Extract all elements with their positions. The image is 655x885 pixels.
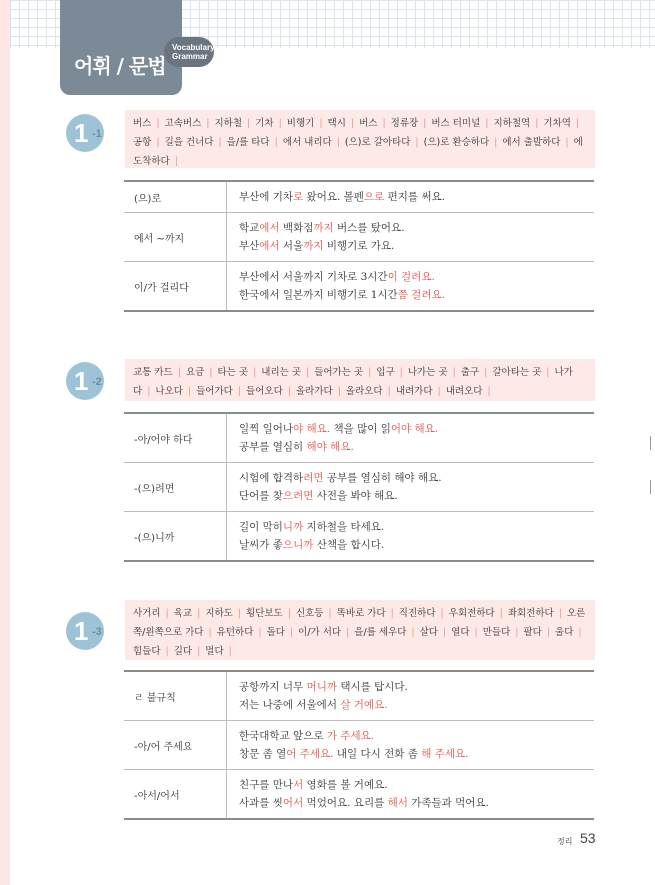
vocab-item: 들어가는 곳 [314,367,364,378]
highlighted-grammar: 려면 [303,472,324,484]
vocab-separator: | [494,137,498,148]
vocab-item: 지하도 [205,608,233,619]
vocab-separator: | [278,118,282,129]
vocab-separator: | [237,608,242,619]
highlighted-grammar: 서 [293,779,304,791]
grammar-term: -(으)니까 [124,512,227,560]
sentence-text: 사전을 봐야 해요. [313,490,398,502]
vocab-item: 유턴하다 [216,627,254,638]
grammar-term: -(으)려면 [124,463,227,511]
example-sentence [239,469,594,487]
example-sentence [239,678,594,696]
vocab-separator: | [209,367,213,378]
vocab-item: 버스 터미널 [431,118,481,129]
section-subnumber: -3 [92,626,102,638]
section-subnumber: -1 [92,128,102,140]
page-number: 53 [580,830,596,846]
highlighted-grammar: 까지 [313,222,334,234]
vocab-separator: | [437,386,441,397]
example-sentence [239,518,594,536]
vocab-separator: | [174,156,178,167]
vocab-separator: | [575,118,580,129]
sentence-text: 친구를 만나 [239,779,294,791]
highlighted-grammar: 어서 [282,797,304,809]
vocab-item: 나가다 [133,367,573,397]
grammar-examples [227,512,594,560]
vocab-item: (으)로 환승하다 [423,137,490,148]
vocab-item: 들어오다 [246,386,283,397]
vocab-item: 울다 [555,627,574,638]
grammar-row [124,462,594,511]
vocab-item: 힘들다 [133,646,161,657]
sentence-text: 단어를 찾 [239,490,283,502]
vocab-separator: | [337,386,341,397]
grammar-term: ㄹ 불규칙 [124,672,227,720]
vocab-item: 버스 [133,118,152,129]
grammar-examples [227,262,594,310]
sentence-text: 저는 나중에 서울에서 [239,699,341,711]
highlighted-grammar: 해야 해요. [306,441,354,453]
vocab-item: 택시 [327,118,346,129]
vocab-separator: | [187,386,192,397]
highlighted-grammar: 살 거예요. [340,699,388,711]
vocab-item: 출구 [460,367,480,378]
vocab-separator: | [350,118,355,129]
vocab-separator: | [208,627,212,638]
sentence-text: 한국대학교 앞으로 [239,730,327,742]
vocab-item: 정류장 [390,118,419,129]
vocab-separator: | [546,627,551,638]
vocab-separator: | [558,608,562,619]
sentence-text: 내일 다시 전화 좀 [333,748,422,760]
sentence-text: 길이 막히 [239,521,283,533]
highlighted-grammar: 에서 [259,240,280,252]
highlighted-grammar: 쯤 걸려요. [397,289,445,301]
example-sentence [239,268,594,286]
highlighted-grammar: 어야 해요. [390,423,439,435]
badge-line-grammar: Grammar [172,52,208,61]
vocab-separator: | [237,386,242,397]
grammar-examples [227,721,594,769]
sentence-text: 지하철을 타세요. [303,521,385,533]
vocab-item: 사거리 [133,608,161,619]
vocab-separator: | [253,367,257,378]
vocab-separator: | [258,627,262,638]
vocab-separator: | [387,386,391,397]
grammar-term: -아/어 주세요 [124,721,227,769]
sentence-text: 편지를 써요. [384,191,445,203]
vocab-separator: | [499,608,503,619]
vocab-item: 내리는 곳 [261,367,301,378]
sentence-text: 책을 많이 읽 [330,423,391,435]
grammar-term: -아/어야 하다 [124,414,227,462]
grammar-examples [227,672,594,720]
vocab-item: 에 도착하다 [133,137,583,167]
highlighted-grammar: 까지 [303,240,324,252]
vocab-separator: | [546,367,550,378]
grammar-examples [227,213,594,261]
grammar-term: (으)로 [124,182,227,212]
sentence-text: 사과를 씻 [239,797,283,809]
sentence-text: 공항까지 너무 [239,681,307,693]
vocab-separator: | [368,367,372,378]
vocab-separator: | [165,608,169,619]
sentence-text: 시험에 합격하 [239,472,304,484]
vocabulary-box [125,110,595,168]
example-sentence [239,536,594,554]
vocab-separator: | [346,627,350,638]
sentence-text: 서울 [279,240,304,252]
grammar-row [124,212,594,261]
highlighted-grammar: 가 주세요. [326,730,375,742]
sentence-text: 비행기로 가요. [323,240,395,252]
highlighted-grammar: 에서 [259,222,280,234]
sentence-text: 공부를 열심히 해야 해요. [323,472,442,484]
vocab-item: 요금 [185,367,205,378]
vocabulary-box [125,359,595,401]
margin-tick [650,480,651,494]
grammar-examples [227,770,594,818]
sentence-text: 날씨가 좋 [239,539,283,551]
vocab-item: 살다 [419,627,438,638]
sentence-text: 왔어요. 볼펜 [303,191,364,203]
sentence-text: 창문 좀 열 [239,748,287,760]
highlighted-grammar: 이 걸려요. [387,271,435,283]
vocab-item: 좌회전하다 [507,608,554,619]
vocab-separator: | [197,608,201,619]
sentence-text: 부산에 기차 [239,191,294,203]
highlighted-grammar: 야 해요. [293,423,331,435]
vocab-separator: | [156,137,160,148]
vocab-separator: | [228,646,232,657]
vocab-separator: | [535,118,539,129]
vocab-item: 멀다 [205,646,224,657]
vocab-separator: | [247,118,251,129]
vocab-item: 육교 [173,608,193,619]
grammar-row [124,414,594,462]
section-number-badge [66,362,104,400]
sentence-text: 백화점 [279,222,314,234]
grammar-table [124,670,594,820]
vocab-item: 공항 [133,137,152,148]
vocab-separator: | [165,646,169,657]
example-sentence [239,776,594,794]
vocab-item: 에서 내리다 [282,137,332,148]
sentence-text: 한국에서 일본까지 비행기로 1시간 [239,289,398,301]
vocab-item: 내려오다 [445,386,483,397]
grammar-table [124,180,594,312]
highlighted-grammar: 니까 [282,521,304,533]
section-number: 1 [74,616,89,646]
sentence-text: 일찍 일어나 [239,423,294,435]
vocab-separator: | [485,118,489,129]
vocab-item: 지하철역 [493,118,531,129]
section-number-badge [66,114,104,152]
vocab-separator: | [156,118,160,129]
vocab-item: 입구 [376,367,395,378]
vocab-item: 열다 [451,627,470,638]
vocab-separator: | [442,627,447,638]
vocab-item: 오른쪽/왼쪽으로 가다 [133,608,586,638]
vocab-separator: | [565,137,569,148]
vocabulary-grammar-badge [164,37,214,67]
vocab-separator: | [382,118,386,129]
example-sentence [239,745,594,763]
vocab-separator: | [452,367,456,378]
example-sentence [239,794,594,812]
grammar-row [124,261,594,310]
vocab-separator: | [390,608,394,619]
vocab-separator: | [411,627,415,638]
vocab-item: 비행기 [286,118,315,129]
grammar-examples [227,182,594,212]
sentence-text: 부산에서 서울까지 기차로 3시간 [239,271,388,283]
vocab-item: 횡단보도 [246,608,283,619]
vocab-item: 우회전하다 [448,608,495,619]
example-sentence [239,237,594,255]
vocab-item: 나오다 [155,386,183,397]
vocab-separator: | [287,608,291,619]
vocab-item: 에서 출발하다 [502,137,561,148]
vocab-item: 올라가다 [295,386,333,397]
vocab-item: 버스 [359,118,378,129]
left-margin-strip [0,0,10,885]
vocab-separator: | [423,118,427,129]
vocab-separator: | [474,627,478,638]
vocab-item: 고속버스 [164,118,202,129]
vocab-item: 교통 카드 [133,367,173,378]
section-title: 어휘 / 문법 [74,54,166,78]
grammar-table [124,412,594,562]
grammar-examples [227,414,594,462]
section-number: 1 [74,366,89,396]
highlighted-grammar: 로 [293,191,304,203]
vocab-separator: | [147,386,151,397]
grammar-row [124,769,594,818]
vocab-separator: | [289,627,294,638]
vocab-item: 나가는 곳 [407,367,448,378]
highlighted-grammar: 어 주세요. [286,748,334,760]
vocab-item: 돌다 [266,627,285,638]
vocab-item: 팔다 [523,627,542,638]
example-sentence [239,438,594,456]
vocab-item: 을/를 세우다 [354,627,407,638]
vocab-item: 내려가다 [395,386,433,397]
vocab-item: 기차 [255,118,274,129]
example-sentence [239,219,594,237]
vocab-separator: | [578,627,582,638]
vocab-item: 길다 [173,646,193,657]
vocab-item: 똑바로 가다 [336,608,386,619]
sentence-text: 가족들과 먹어요. [407,797,489,809]
vocab-separator: | [206,118,210,129]
example-sentence [239,188,594,206]
vocab-separator: | [306,367,310,378]
vocab-separator: | [328,608,332,619]
grammar-term: 에서 ~까지 [124,213,227,261]
vocab-separator: | [287,386,291,397]
vocab-separator: | [218,137,222,148]
vocab-separator: | [197,646,201,657]
margin-tick [650,436,651,450]
example-sentence [239,727,594,745]
grammar-term: -아서/어서 [124,770,227,818]
sentence-text: 영화를 볼 거예요. [303,779,388,791]
grammar-row [124,511,594,560]
sentence-text: 학교 [239,222,260,234]
example-sentence [239,487,594,505]
vocab-item: 들어가다 [196,386,233,397]
vocab-separator: | [336,137,340,148]
highlighted-grammar: 으려면 [282,490,314,502]
vocab-item: 지하철 [214,118,243,129]
vocab-separator: | [274,137,278,148]
vocab-separator: | [440,608,444,619]
example-sentence [239,286,594,304]
sentence-text: 버스를 탔어요. [333,222,405,234]
vocab-separator: | [487,386,491,397]
grammar-term: 이/가 걸리다 [124,262,227,310]
sentence-text: 산책을 합시다. [313,539,385,551]
grammar-examples [227,463,594,511]
sentence-text: 택시를 탑시다. [336,681,408,693]
highlighted-grammar: 으로 [363,191,385,203]
highlighted-grammar: 해서 [387,797,408,809]
vocab-item: 기차역 [543,118,571,129]
vocab-separator: | [515,627,519,638]
highlighted-grammar: 머니까 [306,681,337,693]
vocab-separator: | [484,367,488,378]
vocab-item: 갈아타는 곳 [492,367,542,378]
vocab-item: 만들다 [482,627,511,638]
vocabulary-box [125,600,595,660]
vocab-item: 을/를 타다 [226,137,270,148]
example-sentence [239,420,594,438]
example-sentence [239,696,594,714]
badge-line-vocabulary: Vocabulary [172,43,215,52]
footer-label: 정리 [557,837,573,846]
vocab-item: 길을 건너다 [164,137,214,148]
vocab-separator: | [399,367,403,378]
highlighted-grammar: 으니까 [282,539,314,551]
vocab-item: 이/가 서다 [298,627,342,638]
grammar-row [124,672,594,720]
vocab-separator: | [415,137,419,148]
vocab-item: 신호등 [295,608,324,619]
section-subnumber: -2 [92,376,102,388]
vocab-item: 직진하다 [398,608,436,619]
highlighted-grammar: 해 주세요. [421,748,469,760]
sentence-text: 부산 [239,240,260,252]
vocab-item: 타는 곳 [217,367,249,378]
sentence-text: 먹었어요. 요리를 [303,797,388,809]
section-number-badge [66,612,104,650]
grammar-row [124,182,594,212]
vocab-item: (으)로 갈아타다 [344,137,411,148]
vocab-separator: | [319,118,323,129]
sentence-text: 공부를 열심히 [239,441,307,453]
vocab-separator: | [177,367,181,378]
section-number: 1 [74,118,89,148]
grammar-row [124,720,594,769]
vocab-item: 올라오다 [345,386,383,397]
